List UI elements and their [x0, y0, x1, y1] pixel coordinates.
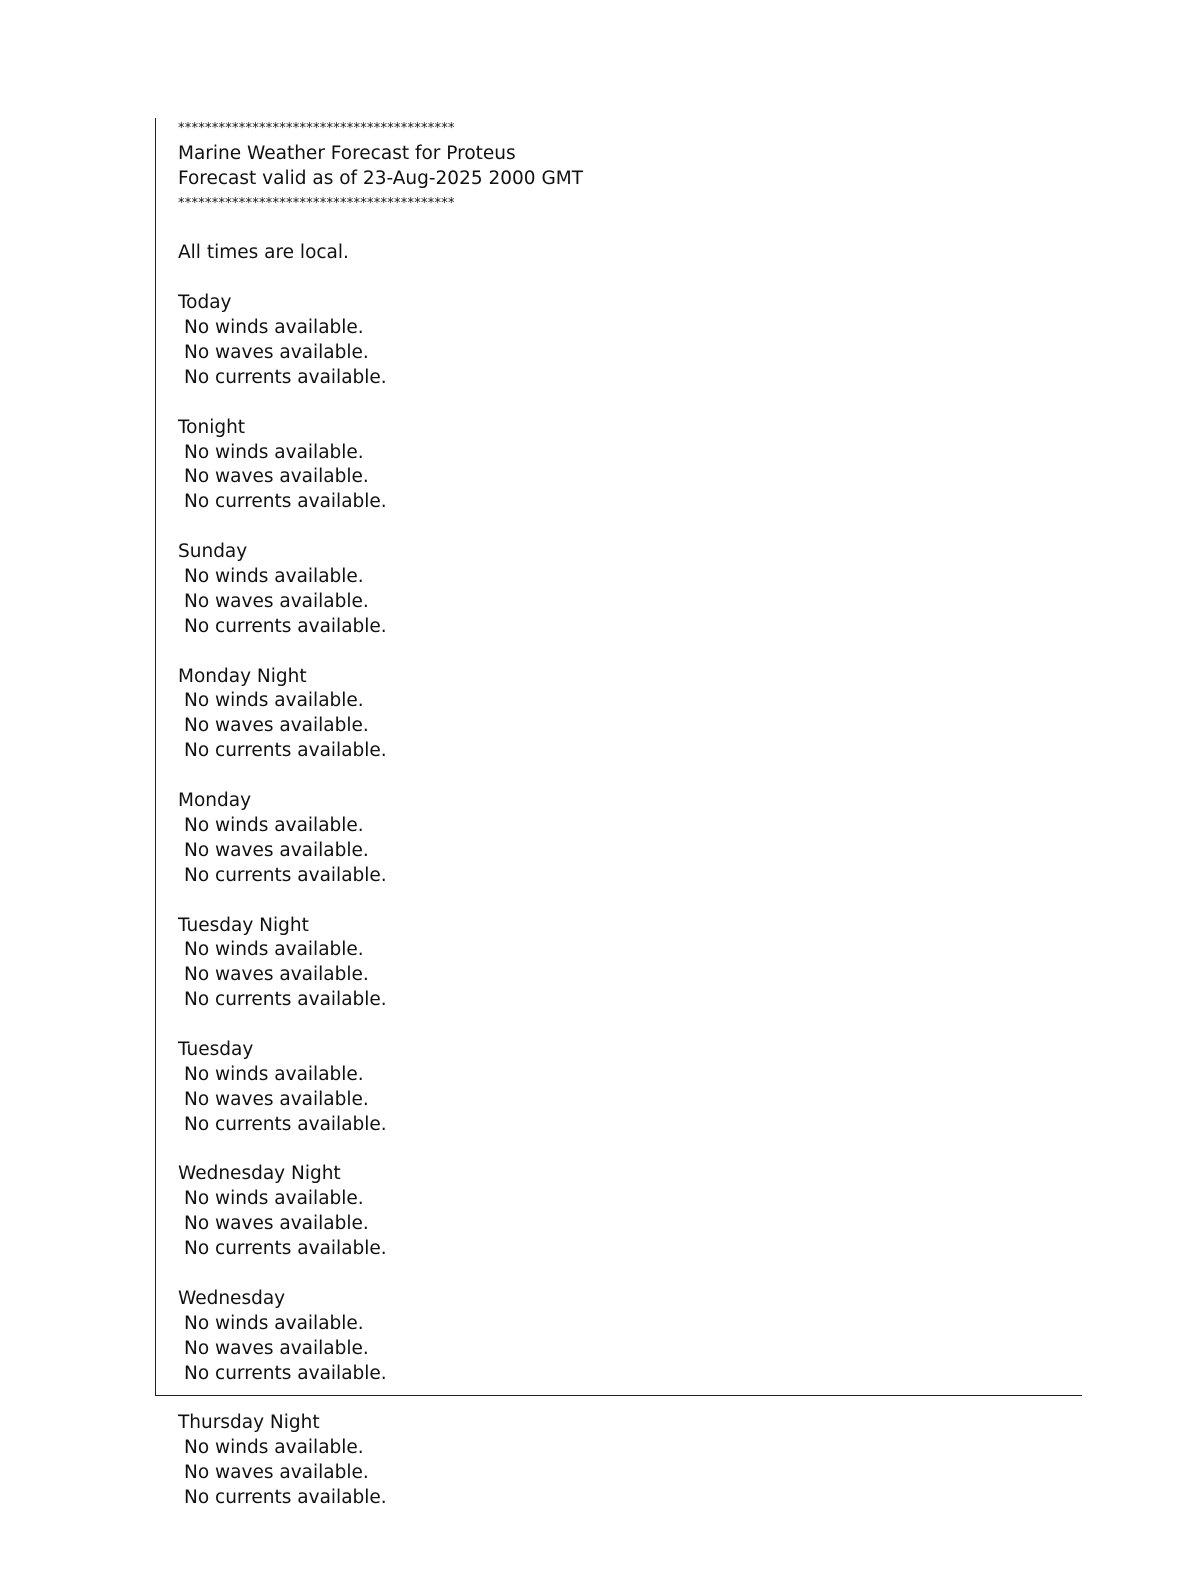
header-stars-bottom: *****************************************	[178, 195, 455, 211]
winds-text: No winds available.	[184, 690, 364, 712]
waves-text: No waves available.	[184, 1337, 369, 1359]
currents-text: No currents available.	[184, 1113, 387, 1135]
left-border-rule	[155, 118, 156, 1396]
waves-text: No waves available.	[184, 964, 369, 986]
period-block	[178, 266, 1058, 390]
forecast-title: Marine Weather Forecast for Proteus	[178, 142, 516, 164]
winds-text: No winds available.	[184, 566, 364, 588]
currents-text: No currents available.	[184, 491, 387, 513]
period-block	[178, 640, 1058, 764]
winds-text: No winds available.	[184, 317, 364, 339]
period-block	[178, 764, 1058, 888]
waves-text: No waves available.	[184, 1088, 369, 1110]
currents-text: No currents available.	[184, 366, 387, 388]
winds-text: No winds available.	[184, 1063, 364, 1085]
winds-text: No winds available.	[184, 1312, 364, 1334]
currents-text: No currents available.	[184, 864, 387, 886]
currents-text: No currents available.	[184, 615, 387, 637]
period-block	[178, 1262, 1058, 1386]
period-block	[178, 391, 1058, 515]
winds-text: No winds available.	[184, 939, 364, 961]
currents-text: No currents available.	[184, 989, 387, 1011]
period-name: Tuesday Night	[178, 914, 309, 936]
period-name: Sunday	[178, 541, 248, 563]
period-block	[178, 1386, 1058, 1510]
period-block	[178, 889, 1058, 1013]
waves-text: No waves available.	[184, 1462, 369, 1484]
spacer	[178, 217, 1058, 242]
period-name: Monday Night	[178, 665, 307, 687]
forecast-valid-time: Forecast valid as of 23-Aug-2025 2000 GMT	[178, 167, 584, 189]
period-name: Monday	[178, 790, 252, 812]
waves-text: No waves available.	[184, 466, 369, 488]
currents-text: No currents available.	[184, 1362, 387, 1384]
winds-text: No winds available.	[184, 1188, 364, 1210]
period-name: Today	[178, 292, 232, 314]
winds-text: No winds available.	[184, 441, 364, 463]
waves-text: No waves available.	[184, 590, 369, 612]
period-block	[178, 1013, 1058, 1137]
waves-text: No waves available.	[184, 715, 369, 737]
forecast-document	[178, 117, 1058, 1511]
currents-text: No currents available.	[184, 740, 387, 762]
waves-text: No waves available.	[184, 342, 369, 364]
period-name: Tuesday	[178, 1038, 254, 1060]
period-name: Wednesday	[178, 1287, 286, 1309]
period-block	[178, 1138, 1058, 1262]
period-block	[178, 515, 1058, 639]
waves-text: No waves available.	[184, 1213, 369, 1235]
winds-text: No winds available.	[184, 814, 364, 836]
period-name: Wednesday Night	[178, 1163, 341, 1185]
period-name: Thursday Night	[178, 1412, 320, 1434]
period-name: Tonight	[178, 416, 246, 438]
waves-text: No waves available.	[184, 839, 369, 861]
currents-text: No currents available.	[184, 1238, 387, 1260]
winds-text: No winds available.	[184, 1437, 364, 1459]
currents-text: No currents available.	[184, 1486, 387, 1508]
times-note: All times are local.	[178, 242, 349, 264]
header-stars-top: *****************************************	[178, 121, 455, 136]
